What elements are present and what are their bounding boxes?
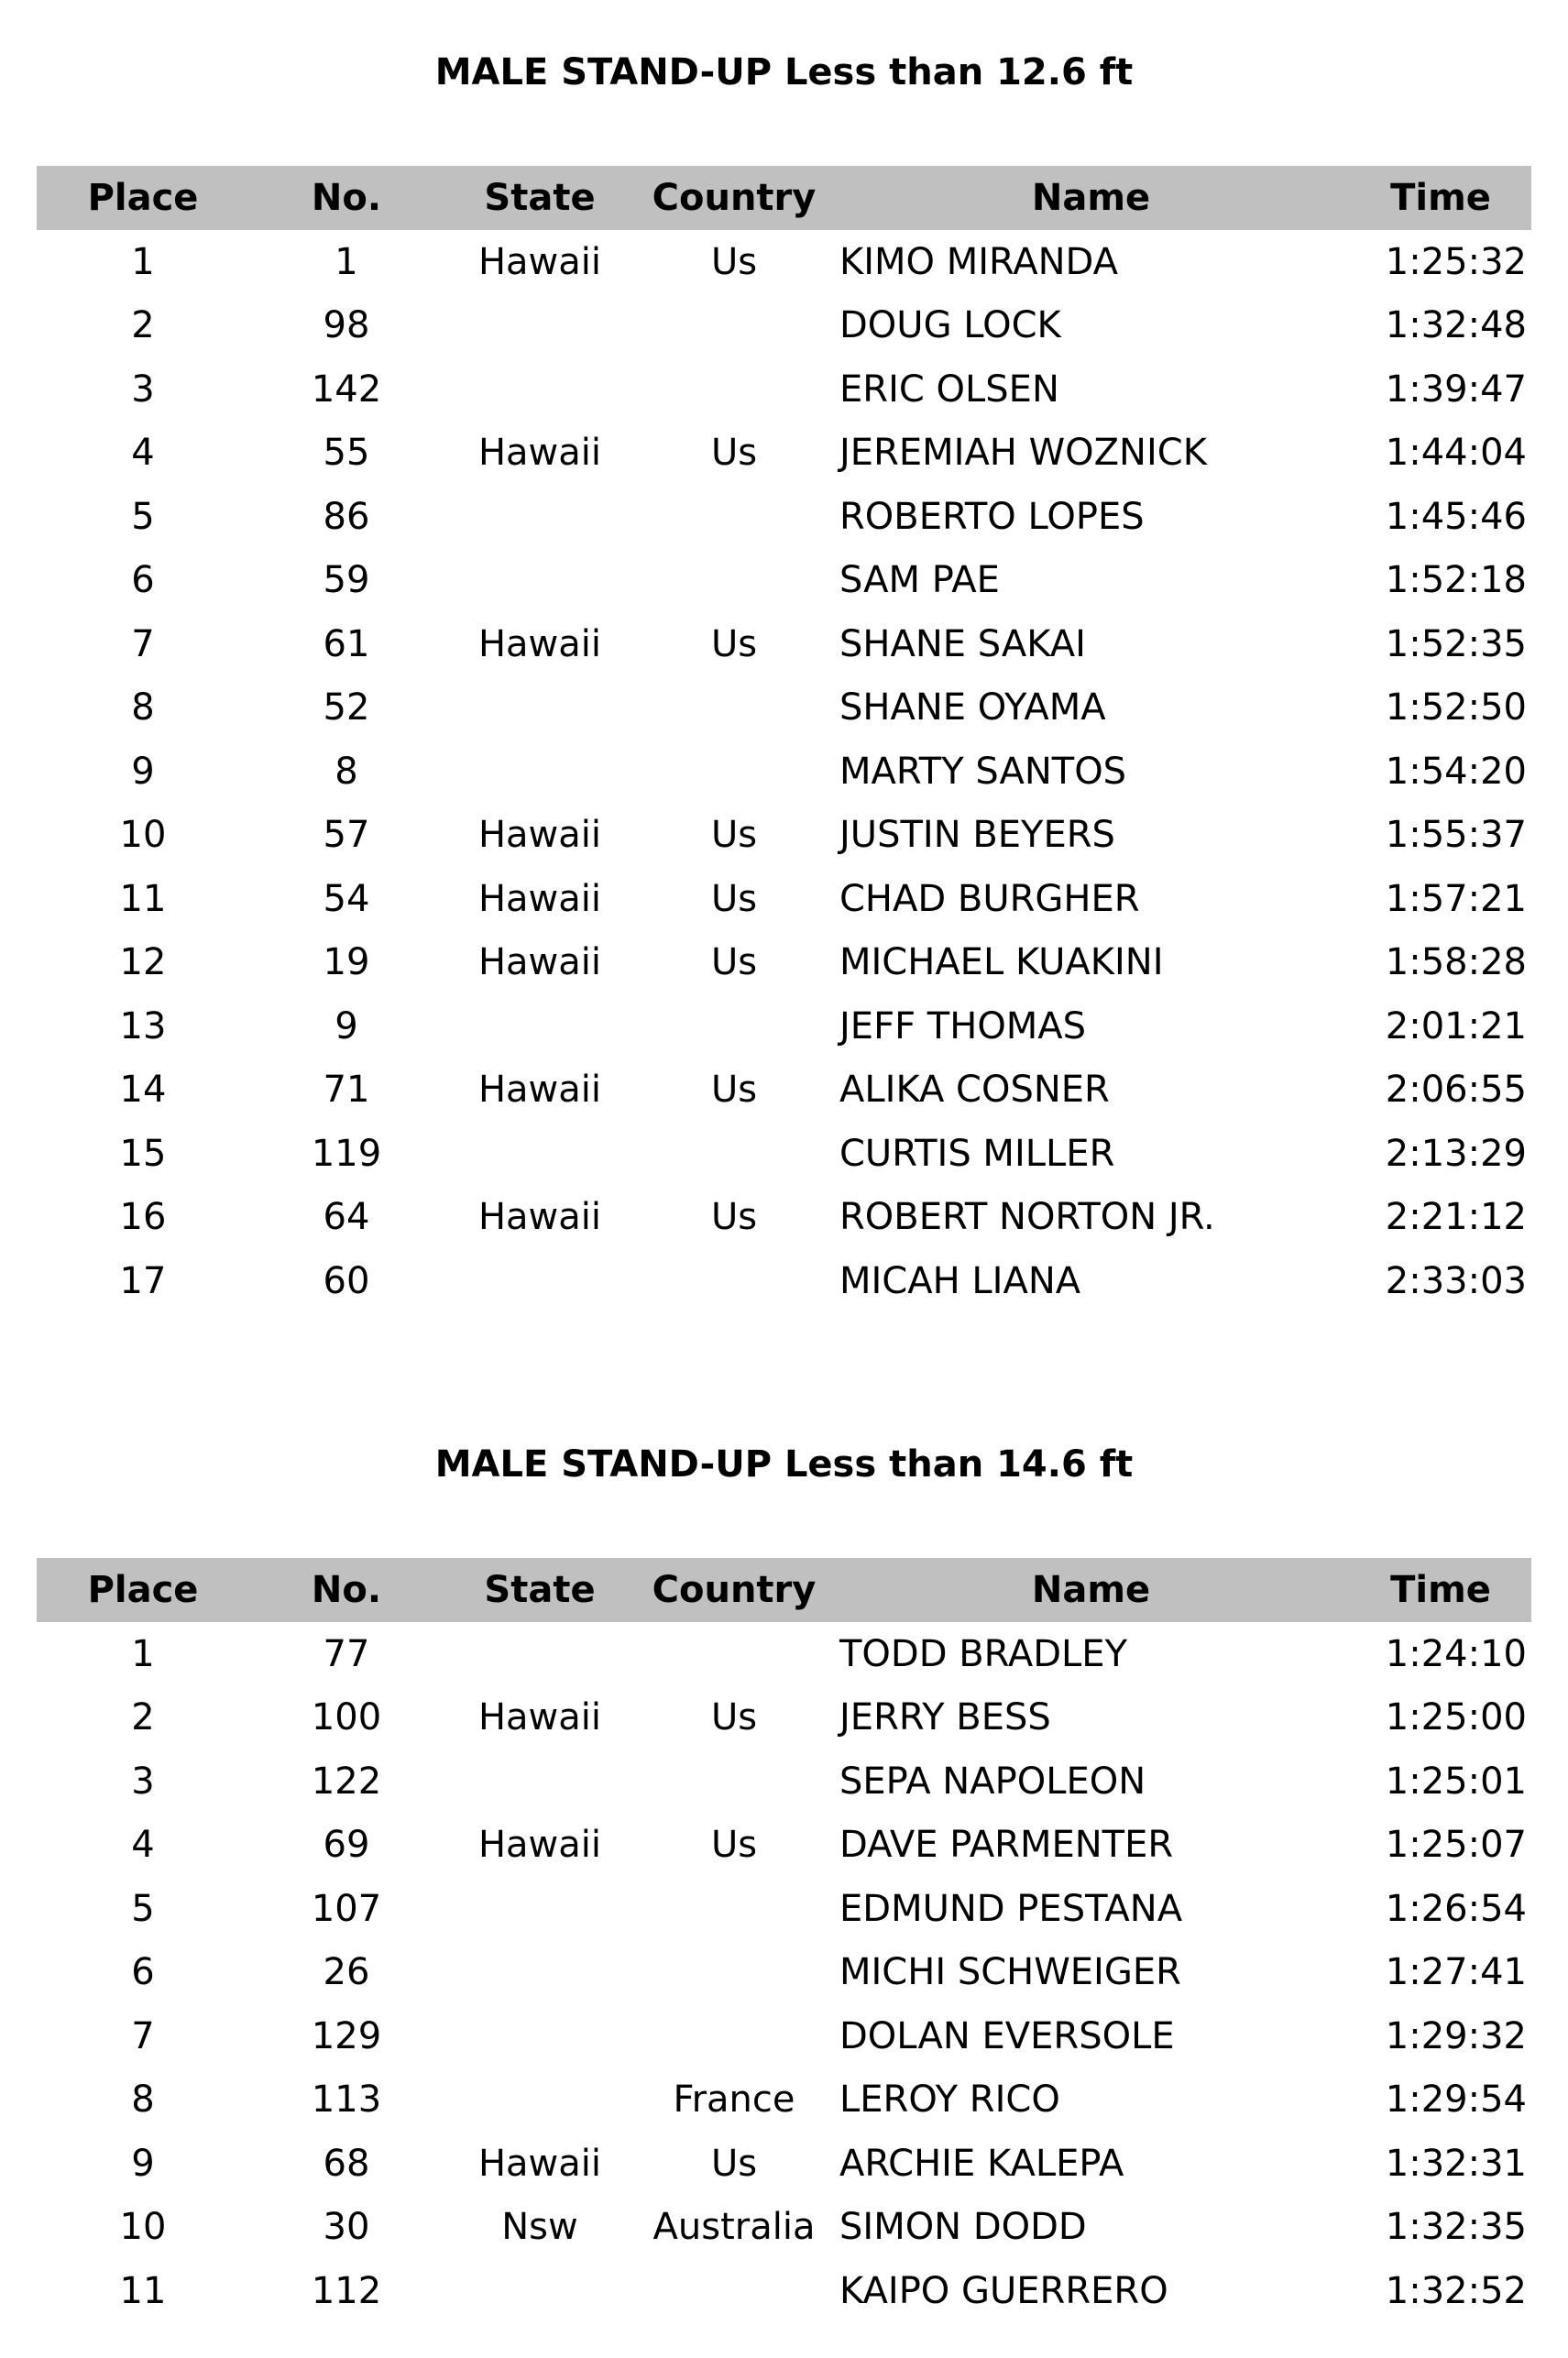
cell-state: Nsw: [501, 2206, 578, 2249]
cell-country: Us: [710, 1696, 758, 1739]
table-row: [37, 1249, 1531, 1313]
cell-state: [444, 1877, 636, 1941]
cell-no: 107: [311, 1887, 382, 1930]
table-header-row: [37, 1558, 1531, 1622]
cell-state: [444, 994, 636, 1058]
cell-name: ERIC OLSEN: [839, 367, 1059, 411]
cell-state: Hawaii: [477, 1696, 602, 1739]
cell-state: [444, 1122, 636, 1186]
cell-no: 98: [323, 304, 370, 347]
cell-place: 8: [131, 686, 155, 729]
cell-place: 3: [131, 367, 155, 411]
table-row: [37, 1622, 1531, 1686]
table-row: [37, 1877, 1531, 1941]
cell-place: 12: [119, 941, 167, 984]
cell-place: 6: [131, 559, 155, 602]
cell-name: CURTIS MILLER: [839, 1132, 1115, 1175]
cell-state: [444, 1249, 636, 1313]
cell-state: [444, 1622, 636, 1686]
cell-place: 7: [131, 622, 155, 665]
cell-name: MICAH LIANA: [839, 1259, 1081, 1302]
table-row: [37, 230, 1531, 294]
cell-country: [636, 357, 832, 422]
cell-country: [636, 1941, 832, 2005]
cell-no: 1: [334, 240, 358, 283]
cell-time: 1:39:47: [1385, 367, 1527, 411]
cell-name: JUSTIN BEYERS: [839, 814, 1115, 857]
column-header-time: Time: [1350, 1558, 1531, 1622]
cell-place: 17: [119, 1259, 167, 1302]
cell-no: 122: [311, 1760, 382, 1803]
column-header-place: Place: [37, 1558, 249, 1622]
cell-no: 113: [311, 2078, 382, 2122]
section-title: MALE STAND-UP Less than 14.6 ft: [434, 1443, 1134, 1486]
table-row: [37, 740, 1531, 804]
cell-state: [444, 549, 636, 613]
table-row: [37, 931, 1531, 995]
results-section: [0, 1432, 1568, 1497]
column-header-state: State: [444, 1558, 636, 1622]
table-row: [37, 1814, 1531, 1878]
cell-no: 86: [323, 495, 370, 538]
cell-time: 1:29:54: [1385, 2078, 1527, 2122]
cell-place: 4: [131, 1824, 155, 1867]
cell-name: JEREMIAH WOZNICK: [839, 432, 1207, 475]
cell-no: 69: [323, 1824, 370, 1867]
cell-state: Hawaii: [477, 1069, 602, 1112]
table-row: [37, 485, 1531, 549]
cell-state: [444, 1749, 636, 1814]
table-row: [37, 2004, 1531, 2068]
cell-country: [636, 1622, 832, 1686]
cell-place: 9: [131, 750, 155, 793]
cell-state: [444, 2068, 636, 2133]
cell-country: Us: [710, 622, 758, 665]
table-row: [37, 2132, 1531, 2196]
table-row: [37, 1686, 1531, 1750]
cell-place: 2: [131, 304, 155, 347]
table-row: [37, 1186, 1531, 1250]
table-row: [37, 867, 1531, 931]
cell-time: 1:57:21: [1385, 877, 1527, 920]
cell-name: SEPA NAPOLEON: [839, 1760, 1146, 1803]
cell-name: MICHAEL KUAKINI: [839, 941, 1164, 984]
cell-place: 4: [131, 432, 155, 475]
cell-name: SAM PAE: [839, 559, 1000, 602]
cell-place: 6: [131, 1951, 155, 1994]
table-row: [37, 804, 1531, 868]
cell-country: [636, 1249, 832, 1313]
cell-no: 19: [323, 941, 370, 984]
cell-time: 1:32:48: [1385, 304, 1527, 347]
cell-name: SHANE OYAMA: [839, 686, 1106, 729]
cell-name: ALIKA COSNER: [839, 1069, 1110, 1112]
cell-country: Us: [710, 1196, 758, 1239]
cell-time: 1:24:10: [1385, 1632, 1527, 1675]
cell-state: Hawaii: [477, 941, 602, 984]
cell-country: [636, 2004, 832, 2068]
cell-name: CHAD BURGHER: [839, 877, 1140, 920]
cell-place: 9: [131, 2142, 155, 2185]
cell-time: 1:25:01: [1385, 1760, 1527, 1803]
cell-name: JERRY BESS: [839, 1696, 1051, 1739]
cell-place: 11: [119, 877, 167, 920]
cell-name: MICHI SCHWEIGER: [839, 1951, 1181, 1994]
cell-country: [636, 1877, 832, 1941]
cell-no: 77: [323, 1632, 370, 1675]
cell-time: 1:52:18: [1385, 559, 1527, 602]
cell-no: 54: [323, 877, 370, 920]
cell-time: 1:32:35: [1385, 2206, 1527, 2249]
cell-no: 100: [311, 1696, 382, 1739]
cell-state: [444, 676, 636, 740]
cell-place: 8: [131, 2078, 155, 2122]
cell-state: Hawaii: [477, 1824, 602, 1867]
table-row: [37, 2259, 1531, 2323]
cell-state: Hawaii: [477, 240, 602, 283]
table-row: [37, 2068, 1531, 2133]
cell-country: [636, 294, 832, 358]
cell-name: EDMUND PESTANA: [839, 1887, 1183, 1930]
column-header-name: Name: [832, 166, 1350, 230]
table-row: [37, 422, 1531, 486]
cell-name: ROBERT NORTON JR.: [839, 1196, 1215, 1239]
cell-no: 60: [323, 1259, 370, 1302]
table-row: [37, 676, 1531, 740]
cell-name: KIMO MIRANDA: [839, 240, 1118, 283]
cell-time: 1:52:35: [1385, 622, 1527, 665]
cell-name: TODD BRADLEY: [839, 1632, 1128, 1675]
cell-time: 2:01:21: [1385, 1004, 1527, 1047]
cell-state: [444, 2004, 636, 2068]
table-row: [37, 294, 1531, 358]
table-header-row: [37, 166, 1531, 230]
cell-name: SHANE SAKAI: [839, 622, 1086, 665]
column-header-place: Place: [37, 166, 249, 230]
cell-time: 1:26:54: [1385, 1887, 1527, 1930]
column-header-country: Country: [636, 1558, 832, 1622]
cell-place: 14: [119, 1069, 167, 1112]
cell-country: Us: [710, 432, 758, 475]
cell-state: Hawaii: [477, 622, 602, 665]
cell-state: [444, 294, 636, 358]
cell-state: Hawaii: [477, 432, 602, 475]
cell-no: 30: [323, 2206, 370, 2249]
cell-no: 26: [323, 1951, 370, 1994]
column-header-time: Time: [1350, 166, 1531, 230]
cell-place: 10: [119, 814, 167, 857]
cell-state: Hawaii: [477, 1196, 602, 1239]
cell-country: [636, 2259, 832, 2323]
table-row: [37, 994, 1531, 1058]
cell-no: 142: [311, 367, 382, 411]
cell-no: 119: [311, 1132, 382, 1175]
cell-place: 1: [131, 1632, 155, 1675]
cell-place: 5: [131, 1887, 155, 1930]
table-row: [37, 357, 1531, 422]
cell-country: Us: [710, 1069, 758, 1112]
results-section: [0, 40, 1568, 104]
cell-no: 112: [311, 2269, 382, 2312]
cell-state: [444, 740, 636, 804]
table-row: [37, 2196, 1531, 2260]
cell-country: Us: [710, 1824, 758, 1867]
cell-place: 15: [119, 1132, 167, 1175]
cell-time: 2:33:03: [1385, 1259, 1527, 1302]
cell-time: 1:25:07: [1385, 1824, 1527, 1867]
column-header-name: Name: [832, 1558, 1350, 1622]
cell-state: [444, 1941, 636, 2005]
table-row: [37, 1941, 1531, 2005]
cell-name: SIMON DODD: [839, 2206, 1087, 2249]
cell-no: 61: [323, 622, 370, 665]
cell-time: 1:29:32: [1385, 2014, 1527, 2057]
cell-country: [636, 485, 832, 549]
cell-time: 1:44:04: [1385, 432, 1527, 475]
table-row: [37, 549, 1531, 613]
results-table: [37, 166, 1531, 1313]
cell-time: 1:55:37: [1385, 814, 1527, 857]
cell-no: 59: [323, 559, 370, 602]
cell-country: Us: [710, 941, 758, 984]
results-table: [37, 1558, 1531, 2323]
cell-no: 129: [311, 2014, 382, 2057]
cell-country: Us: [710, 814, 758, 857]
cell-country: [636, 994, 832, 1058]
cell-name: LEROY RICO: [839, 2078, 1060, 2122]
cell-place: 10: [119, 2206, 167, 2249]
cell-country: [636, 549, 832, 613]
cell-state: Hawaii: [477, 814, 602, 857]
cell-place: 3: [131, 1760, 155, 1803]
cell-place: 7: [131, 2014, 155, 2057]
cell-name: ARCHIE KALEPA: [839, 2142, 1124, 2185]
cell-name: KAIPO GUERRERO: [839, 2269, 1168, 2312]
cell-time: 2:21:12: [1385, 1196, 1527, 1239]
cell-no: 68: [323, 2142, 370, 2185]
cell-state: [444, 357, 636, 422]
cell-place: 11: [119, 2269, 167, 2312]
cell-no: 55: [323, 432, 370, 475]
table-body: [37, 1622, 1531, 2323]
column-header-state: State: [444, 166, 636, 230]
cell-time: 1:27:41: [1385, 1951, 1527, 1994]
cell-no: 8: [334, 750, 358, 793]
cell-place: 5: [131, 495, 155, 538]
cell-place: 13: [119, 1004, 167, 1047]
cell-country: [636, 676, 832, 740]
table-row: [37, 612, 1531, 676]
cell-no: 57: [323, 814, 370, 857]
cell-time: 1:25:32: [1385, 240, 1527, 283]
column-header-no: No.: [249, 166, 444, 230]
cell-country: Australia: [652, 2206, 816, 2249]
cell-name: MARTY SANTOS: [839, 750, 1127, 793]
cell-name: DOUG LOCK: [839, 304, 1061, 347]
cell-time: 1:25:00: [1385, 1696, 1527, 1739]
table-row: [37, 1058, 1531, 1123]
cell-no: 52: [323, 686, 370, 729]
cell-time: 1:45:46: [1385, 495, 1527, 538]
cell-no: 9: [334, 1004, 358, 1047]
cell-state: Hawaii: [477, 2142, 602, 2185]
cell-place: 16: [119, 1196, 167, 1239]
cell-state: [444, 485, 636, 549]
column-header-no: No.: [249, 1558, 444, 1622]
cell-place: 1: [131, 240, 155, 283]
cell-country: [636, 1122, 832, 1186]
cell-time: 2:06:55: [1385, 1069, 1527, 1112]
cell-time: 1:32:52: [1385, 2269, 1527, 2312]
table-row: [37, 1749, 1531, 1814]
cell-time: 1:54:20: [1385, 750, 1527, 793]
cell-no: 71: [323, 1069, 370, 1112]
table-body: [37, 230, 1531, 1313]
cell-name: JEFF THOMAS: [839, 1004, 1087, 1047]
cell-place: 2: [131, 1696, 155, 1739]
cell-time: 1:32:31: [1385, 2142, 1527, 2185]
cell-no: 64: [323, 1196, 370, 1239]
table-row: [37, 1122, 1531, 1186]
cell-name: ROBERTO LOPES: [839, 495, 1145, 538]
cell-state: [444, 2259, 636, 2323]
cell-time: 2:13:29: [1385, 1132, 1527, 1175]
cell-country: [636, 740, 832, 804]
cell-name: DOLAN EVERSOLE: [839, 2014, 1175, 2057]
column-header-country: Country: [636, 166, 832, 230]
cell-name: DAVE PARMENTER: [839, 1824, 1174, 1867]
cell-country: France: [673, 2078, 795, 2122]
cell-country: Us: [710, 2142, 758, 2185]
cell-country: [636, 1749, 832, 1814]
cell-state: Hawaii: [477, 877, 602, 920]
section-title: MALE STAND-UP Less than 12.6 ft: [434, 51, 1134, 93]
cell-country: Us: [710, 240, 758, 283]
cell-time: 1:58:28: [1385, 941, 1527, 984]
cell-country: Us: [710, 877, 758, 920]
cell-time: 1:52:50: [1385, 686, 1527, 729]
